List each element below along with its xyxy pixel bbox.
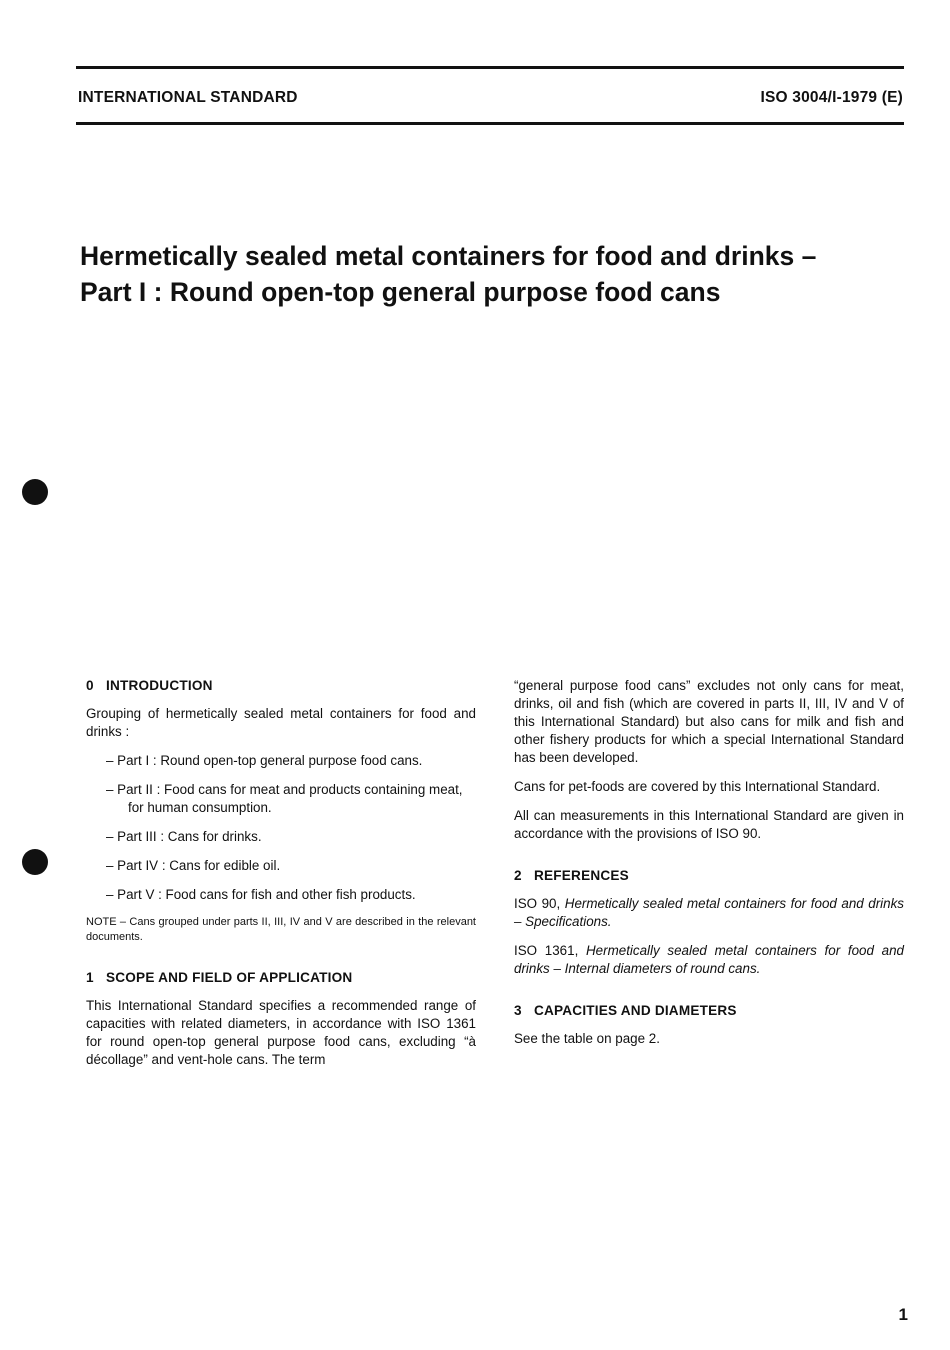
- list-item: – Part IV : Cans for edible oil.: [106, 858, 281, 873]
- section-3-heading: [514, 1002, 904, 1020]
- list-item: – Part I : Round open-top general purpose food cans.: [106, 753, 423, 768]
- right-column: [514, 677, 904, 1059]
- reference-iso-1361: [514, 942, 904, 978]
- title-line-2: Part I : Round open-top general purpose food cans: [80, 277, 721, 307]
- punch-hole-mark: [22, 849, 48, 875]
- document-title: [80, 238, 910, 310]
- intro-note: NOTE – Cans grouped under parts II, III, IV and V are described in the relevant documents.: [86, 916, 476, 943]
- header-top-rule: [76, 66, 904, 69]
- left-column: [86, 677, 476, 1080]
- header-bottom-rule: [76, 122, 904, 125]
- section-number: 0: [86, 678, 94, 693]
- section-number: 1: [86, 970, 94, 985]
- document-type-label: INTERNATIONAL STANDARD: [78, 89, 298, 106]
- scope-paragraph: This International Standard specifies a recommended range of capacities with related diameters, in accordance with ISO 1361 for round open-top general purpose food cans, excluding “à décollage” and vent-hole cans. The term: [86, 998, 476, 1067]
- section-1-heading: [86, 969, 476, 987]
- reference-title: Hermetically sealed metal containers for food and drinks – Specifications.: [514, 896, 904, 929]
- scope-paragraph-continued: “general purpose food cans” excludes not only cans for meat, drinks, oil and fish (which are covered in parts II, III, IV and V of this International Standard) but also cans for milk and fish and other fishery products for which a special International Standard has been developed.: [514, 678, 904, 765]
- section-title: SCOPE AND FIELD OF APPLICATION: [106, 970, 353, 985]
- capacities-paragraph: See the table on page 2.: [514, 1031, 660, 1046]
- section-0-heading: [86, 677, 476, 695]
- list-item: – Part III : Cans for drinks.: [106, 829, 262, 844]
- list-item: – Part II : Food cans for meat and products containing meat, for human consumption.: [106, 782, 463, 815]
- pet-foods-paragraph: Cans for pet-foods are covered by this International Standard.: [514, 779, 881, 794]
- section-number: 3: [514, 1003, 522, 1018]
- reference-title: Hermetically sealed metal containers for food and drinks – Internal diameters of round cans.: [514, 943, 904, 976]
- section-2-heading: [514, 867, 904, 885]
- reference-code: ISO 1361,: [514, 943, 579, 958]
- section-title: REFERENCES: [534, 868, 629, 883]
- intro-lead-paragraph: Grouping of hermetically sealed metal containers for food and drinks :: [86, 706, 476, 739]
- standard-number: ISO 3004/I-1979 (E): [760, 89, 903, 106]
- page-number: 1: [898, 1305, 908, 1324]
- reference-code: ISO 90,: [514, 896, 561, 911]
- section-title: CAPACITIES AND DIAMETERS: [534, 1003, 737, 1018]
- measurements-paragraph: All can measurements in this International Standard are given in accordance with the provisions of ISO 90.: [514, 808, 904, 841]
- reference-iso-90: [514, 895, 904, 931]
- punch-hole-mark: [22, 479, 48, 505]
- title-line-1: Hermetically sealed metal containers for food and drinks –: [80, 241, 817, 271]
- list-item: – Part V : Food cans for fish and other fish products.: [106, 887, 416, 902]
- section-title: INTRODUCTION: [106, 678, 213, 693]
- section-number: 2: [514, 868, 522, 883]
